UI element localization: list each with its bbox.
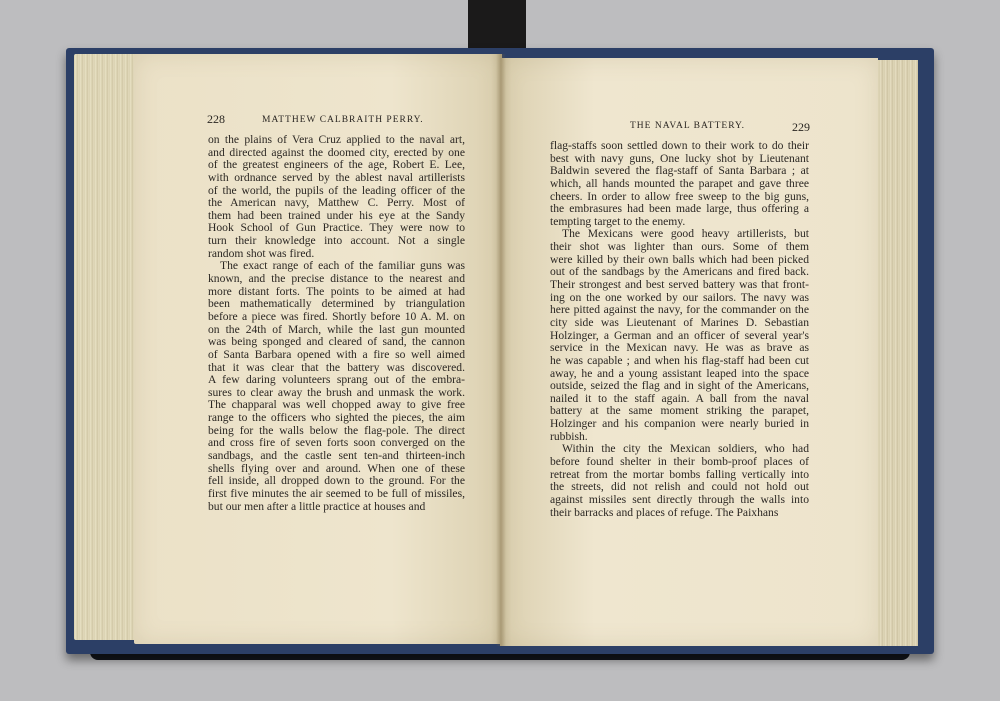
text-line: first five minutes the air seemed to be full of missiles, — [208, 487, 465, 500]
text-line: city side was Lieutenant of Marines D. Sebastian — [550, 316, 809, 329]
text-line: and directed against the doomed city, erected by one — [208, 146, 465, 159]
text-line: turn their knowledge into account. Not a single — [208, 235, 465, 248]
text-line: Within the city the Mexican soldiers, who had — [562, 443, 809, 456]
text-line: but our men after a little practice at houses and — [208, 500, 426, 513]
text-line: away, he and a young assistant leaped into the space — [550, 367, 809, 380]
text-line: Their strongest and best served battery was that front- — [550, 279, 809, 292]
text-line: The exact range of each of the familiar guns was — [220, 260, 465, 273]
text-line: on the plains of Vera Cruz applied to the naval art, — [208, 134, 465, 146]
text-line: service in the Mexican navy. He was as brave as — [550, 342, 809, 355]
text-line: known, and the precise distance to the nearest and — [208, 273, 465, 286]
text-line: outside, seized the flag and in sight of the Americans, — [550, 380, 809, 393]
text-line: out of the sandbags by the Americans and fired back. — [550, 266, 809, 279]
text-line: Holzinger and his companion were nearly buried in — [550, 418, 809, 431]
text-line: was being sponged and cleared of sand, the cannon — [208, 336, 465, 349]
text-line: the streets, did not relish and could not hold out — [550, 481, 809, 494]
text-line: their barracks and places of refuge. The Paixhans — [550, 506, 779, 519]
left-running-head: MATTHEW CALBRAITH PERRY. — [262, 115, 424, 125]
text-line: their shot was lighter than ours. Some of them — [550, 241, 809, 254]
text-line: of Santa Barbara opened with a fire so well aimed — [208, 348, 465, 361]
text-line: sandbags, and the castle sent ten-and thirteen-inch — [208, 450, 465, 463]
text-line: random shot was fired. — [208, 247, 315, 260]
text-line: ing on the one worked by our sailors. The navy was — [550, 291, 809, 304]
text-line: best with navy guns, One lucky shot by Lieutenant — [550, 152, 809, 165]
text-line: here pitted against the navy, for the commander on the — [550, 304, 809, 317]
text-line: The chapparal was well chopped away to give free — [208, 399, 465, 412]
book-gutter — [496, 54, 506, 646]
text-line: shells flying over and around. When one of these — [208, 462, 465, 475]
text-line: on the 24th of March, while the last gun mounted — [208, 323, 465, 336]
text-line: of the world, the pupils of the leading officer of the — [208, 184, 465, 197]
bookmark-ribbon — [468, 0, 526, 52]
text-line: Holzinger, a German and an officer of several year's — [550, 329, 809, 342]
text-line: fell inside, all dropped down to the ground. For the — [208, 475, 465, 488]
text-line: being for the walls below the flag-pole. The direct — [208, 424, 465, 437]
right-page-number: 229 — [792, 120, 810, 134]
text-line: retreat from the mortar bombs falling vertically into — [550, 468, 809, 481]
text-line: and cross fire of seven forts soon converged on the — [208, 437, 465, 450]
right-running-head: THE NAVAL BATTERY. — [630, 121, 746, 131]
text-line: the embrasures had been made large, thus offering a — [550, 203, 809, 216]
left-page-text — [208, 134, 465, 513]
text-line: sures to clear away the brush and unmask the work. — [208, 386, 465, 399]
text-line: them had been trained under his eye at the Sandy — [208, 209, 465, 222]
text-line: Hook School of Gun Practice. They were now to — [208, 222, 465, 235]
text-line: range to the officers who sighted the pieces, the aim — [208, 412, 465, 425]
text-line: that it was clear that the battery was discovered. — [208, 361, 465, 374]
text-line: tempting target to the enemy. — [550, 215, 686, 228]
text-line: nailed it to the staff again. A ball from the naval — [550, 392, 809, 405]
text-line: The Mexicans were good heavy artillerists, but — [562, 228, 809, 241]
text-line: rubbish. — [550, 430, 588, 443]
text-line: the American navy, Matthew C. Perry. Most of — [208, 197, 465, 210]
left-page-number: 228 — [207, 112, 225, 126]
text-line: cheers. In order to allow free sweep to the big guns, — [550, 190, 809, 203]
text-line: with ordnance served by the ablest naval artillerists — [208, 171, 465, 184]
text-line: he was capable ; and when his flag-staff had been cut — [550, 354, 809, 367]
left-page-edges — [74, 54, 138, 640]
text-line: were killed by their own balls which had been picked — [550, 253, 809, 266]
text-line: of the greatest engineers of the age, Robert E. Lee, — [208, 159, 465, 172]
right-page-text — [550, 140, 809, 519]
text-line: A few daring volunteers sprang out of the embra- — [208, 374, 465, 387]
text-line: been mathematically determined by triangulation — [208, 298, 465, 311]
text-line: Baldwin severed the flag-staff of Santa Barbara ; at — [550, 165, 809, 178]
text-line: before found shelter in their bomb-proof places of — [550, 456, 809, 469]
right-page-edges — [874, 60, 918, 646]
text-line: flag-staffs soon settled down to their work to do their — [550, 140, 809, 152]
text-line: more distant forts. The points to be aimed at had — [208, 285, 465, 298]
text-line: battery at the same moment striking the parapet, — [550, 405, 809, 418]
text-line: before a piece was fired. Shortly before 10 A. M. on — [208, 310, 465, 323]
text-line: against missiles sent directly through the walls into — [550, 493, 809, 506]
text-line: which, all hands mounted the parapet and gave three — [550, 177, 809, 190]
